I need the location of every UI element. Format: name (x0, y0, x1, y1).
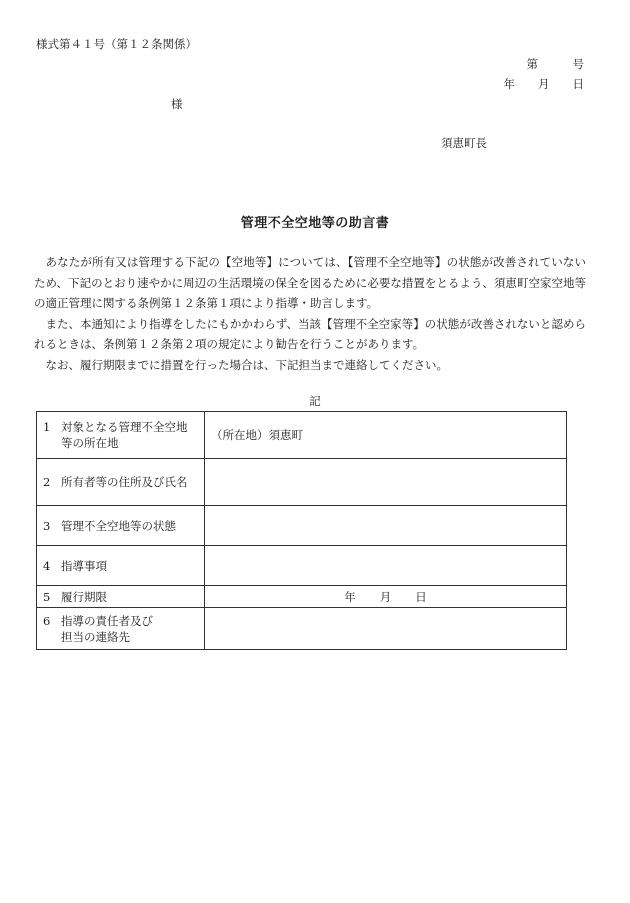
row-label (37, 459, 205, 506)
deadline-month: 月 (379, 589, 392, 604)
body-text (34, 252, 586, 375)
row-label-line1: 所有者等の住所及び氏名 (61, 475, 188, 489)
condition-value[interactable] (205, 506, 567, 546)
table-row (37, 586, 567, 608)
body-paragraph-3: なお、履行期限までに措置を行った場合は、下記担当まで連絡してください。 (45, 357, 448, 372)
row-label-line1: 対象となる管理不全空地 (61, 420, 188, 434)
row-label-line2: 担当の連絡先 (61, 629, 130, 644)
contact-value[interactable] (205, 608, 567, 650)
document-number: 第 号 (526, 57, 584, 71)
row-label-line1: 履行期限 (61, 589, 107, 604)
table-row (37, 506, 567, 546)
row-label-line1: 管理不全空地等の状態 (61, 518, 176, 533)
deadline-value[interactable] (205, 586, 567, 608)
row-label-line1: 指導事項 (61, 558, 107, 573)
row-label-line2: 等の所在地 (61, 436, 119, 450)
table-row (37, 459, 567, 506)
guidance-value[interactable] (205, 546, 567, 586)
table-row (37, 608, 567, 650)
document-title: 管理不全空地等の助言書 (240, 216, 390, 231)
row-number: 4 (43, 558, 51, 573)
ki-heading: 記 (309, 394, 321, 408)
row-label (37, 506, 205, 546)
row-number: 1 (43, 420, 51, 434)
row-label (37, 608, 205, 650)
row-number: 6 (43, 613, 51, 628)
form-number: 様式第４１号（第１２条関係） (36, 37, 197, 51)
row-number: 2 (43, 475, 51, 489)
sender-name: 須恵町長 (441, 136, 487, 150)
body-paragraph-1: あなたが所有又は管理する下記の【空地等】については、【管理不全空地等】の状態が改善されていないため、下記のとおり速やかに周辺の生活環境の保全を図るために必要な措置をとるよう、須恵町空家空地等の適正管理に関する条例第１２条第１項により指導・助言します。 (34, 255, 586, 310)
table-row (37, 546, 567, 586)
deadline-day: 日 (415, 589, 427, 604)
row-label-line1: 指導の責任者及び (61, 613, 153, 628)
table-row (37, 412, 567, 459)
row-label (37, 586, 205, 608)
issue-date: 年 月 日 (503, 77, 584, 91)
owner-value[interactable] (205, 459, 567, 506)
recipient-name: 様 (171, 97, 183, 111)
body-paragraph-2: また、本通知により指導をしたにもかかわらず、当該【管理不全空家等】の状態が改善されないと認められるときは、条例第１２条第２項の規定により勧告を行うことがあります。 (34, 316, 586, 351)
row-label (37, 546, 205, 586)
row-label (37, 412, 205, 459)
row-number: 3 (43, 518, 51, 533)
location-value[interactable]: （所在地）須恵町 (205, 412, 567, 459)
row-number: 5 (43, 589, 51, 604)
details-table (36, 411, 567, 650)
deadline-year: 年 (344, 589, 356, 604)
